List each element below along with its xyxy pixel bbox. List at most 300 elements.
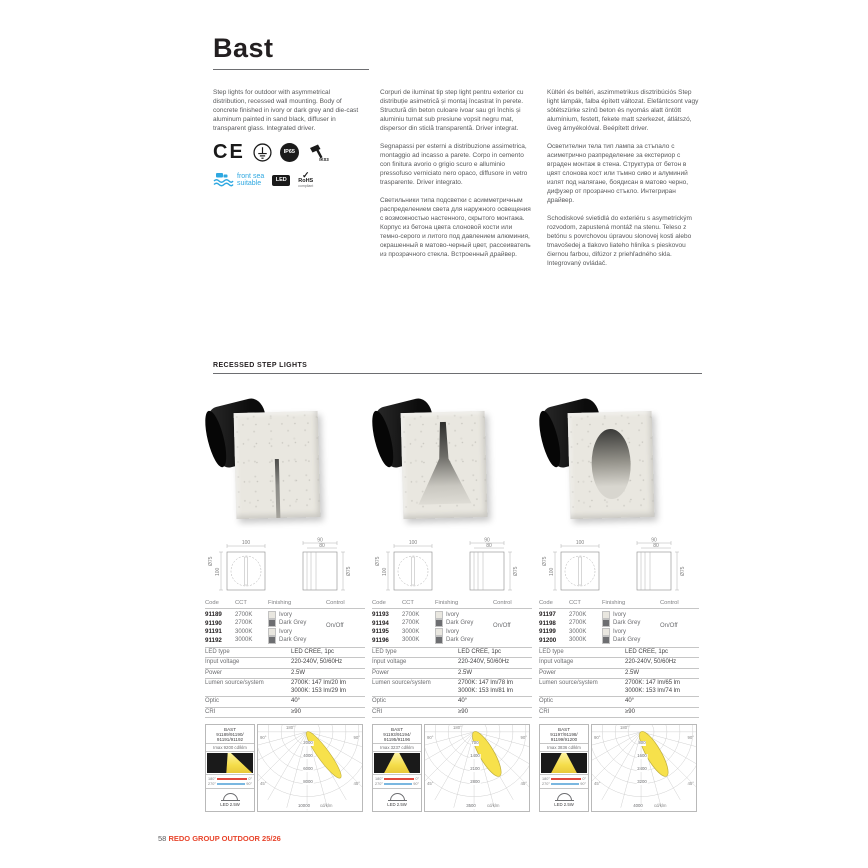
spec-row-voltage	[205, 658, 365, 669]
concrete-faceplate	[234, 411, 321, 519]
table-row	[205, 636, 365, 645]
spec-value: 220-240V, 50/60Hz	[625, 659, 677, 665]
polar-angle-45-left: 45°	[594, 781, 601, 786]
code-rows	[539, 609, 699, 648]
ring-value: 4000	[303, 753, 313, 758]
cct-value: 2700K	[569, 611, 587, 618]
description-sk: Schodiskové svietidlá do exteriéru s asymetrickým rozvodom, zapustená montáž na stenu. Teleso z betónu s povrchovou úpravou slonovej kosti alebo tmavošedej a tlakovo liateho hliníka s pieskovou čiernou farbou, difúzor z priehľadného skla. Integrovaný ovládač.	[547, 215, 692, 267]
spec-table	[205, 600, 365, 718]
imax-value: Imax 3836 cd/klm	[540, 744, 588, 752]
spec-row-optic	[539, 697, 699, 708]
header-finishing: Finishing	[268, 600, 292, 606]
spec-row-lumen	[539, 679, 699, 697]
product-code: 91197	[539, 611, 556, 619]
cct-value: 2700K	[235, 611, 253, 618]
concrete-faceplate	[568, 411, 655, 519]
page-title: Bast	[213, 33, 274, 63]
polar-angle-45-left: 45°	[427, 781, 434, 786]
dim-front-width: 100	[241, 540, 251, 546]
product-code: 91199	[539, 628, 556, 636]
section-header: RECESSED STEP LIGHTS	[213, 362, 308, 369]
lumen-3000k: 3000K: 153 lm/74 lm	[625, 687, 681, 694]
finish-label: Ivory	[613, 628, 627, 635]
light-recess	[414, 421, 474, 505]
photometry-product-name: BAST	[391, 726, 403, 732]
description-ru: Светильники типа подсветки с асимметричным распределением света для наружного освещения с возможностью настенного, скрытого монтажа. Корпус из бетона цвета слоновой кости или темно-серого и литого под давлением алюминия, окрашенный в матово-черный цвет, рассеиватель из прозрачного стекла. Встроенный драйвер.	[380, 197, 531, 258]
header-finishing: Finishing	[435, 600, 459, 606]
lamp-info	[206, 789, 254, 811]
section-divider	[213, 373, 702, 374]
spec-table	[539, 600, 699, 718]
ring-value: 1400	[470, 753, 480, 758]
finishing-cell	[435, 628, 459, 636]
description-it: Segnapassi per esterni a distribuzione assimetrica, montaggio ad incasso a parete. Corpo in cemento con finitura avorio o grigio scuro e alluminio pressofuso verniciato nero opaco, diffusore in vetro trasparente. Driver integrato.	[380, 143, 528, 186]
ring-value: 3200	[637, 779, 647, 784]
legend-angle: 90°	[580, 781, 586, 786]
header-code: Code	[372, 600, 386, 606]
description-column-3	[547, 88, 699, 277]
ring-value: 2800	[470, 779, 480, 784]
dim-front-height: 100	[215, 567, 221, 576]
cct-value: 2700K	[402, 620, 420, 627]
finish-swatch	[435, 636, 443, 644]
polar-unit: cd/klm	[487, 803, 500, 808]
table-row	[372, 628, 532, 637]
finishing-cell	[268, 611, 292, 619]
ring-value: 2000	[303, 740, 313, 745]
dim-front-height: 100	[382, 567, 388, 576]
finish-swatch	[602, 628, 610, 636]
finishing-cell	[602, 636, 640, 644]
photometry-codes-1: 91193/91194/	[383, 731, 411, 737]
legend-angle: 0°	[248, 776, 252, 781]
spec-value	[458, 680, 532, 695]
cct-value: 2700K	[402, 611, 420, 618]
legend-angle: 180°	[375, 776, 383, 781]
ring-value: 8000	[303, 779, 313, 784]
header-finishing: Finishing	[602, 600, 626, 606]
front-sea-suitable-label	[237, 173, 264, 187]
spec-table	[372, 600, 532, 718]
rohs-label: RoHS	[298, 178, 314, 184]
spec-row-cri	[539, 708, 699, 719]
certification-row-2	[213, 171, 365, 189]
spec-label: CRI	[539, 708, 550, 715]
description-hu: Kültéri és beltéri, aszimmetrikus disztribúciós Step light lámpák, falba épített változat. Elefántcsont vagy sötétszürke színű beton és nyomás alatt öntött alumínium, festett, fekete matt szerkezet, átlátszó, üveg árnyékolóval. Beépített driver.	[547, 89, 699, 132]
lamp-dome-icon	[223, 793, 238, 801]
finish-label: Dark Grey	[446, 620, 474, 627]
polar-angle-45-right: 45°	[353, 781, 360, 786]
spec-value	[625, 680, 699, 695]
imax-value: Imax 9200 cd/klm	[206, 744, 254, 752]
cct-value: 3000K	[569, 637, 587, 644]
ring-value: 700	[471, 740, 479, 745]
spec-row-power	[372, 669, 532, 680]
spec-value: 2.5W	[291, 669, 306, 676]
spec-value: ≥90	[625, 708, 635, 715]
legend-angle: 270°	[208, 781, 216, 786]
product-photo	[372, 386, 532, 536]
c90-plane-line	[217, 783, 244, 785]
finish-label: Ivory	[446, 611, 460, 618]
lumen-2700k: 2700K: 147 lm/20 lm	[291, 680, 347, 686]
polar-angle-90-right: 90°	[353, 735, 360, 740]
legend-row-c90	[208, 782, 252, 787]
spec-row-voltage	[539, 658, 699, 669]
spec-label: Optic	[372, 698, 387, 704]
beam-preview	[541, 753, 587, 773]
plane-legend	[540, 774, 588, 789]
spec-label: Power	[539, 669, 557, 676]
photometry-head	[540, 725, 588, 744]
spec-label: Input voltage	[205, 659, 240, 665]
photometry-info-box	[539, 724, 589, 812]
cct-value: 2700K	[235, 620, 253, 627]
ring-value: 2100	[470, 766, 480, 771]
certification-icons	[213, 142, 365, 189]
cct-value: 2700K	[569, 620, 587, 627]
spec-label: Power	[205, 669, 223, 676]
product-photo	[205, 386, 365, 536]
dim-front-width: 100	[575, 540, 585, 546]
spec-label: Lumen source/system	[372, 680, 431, 686]
spec-row-cri	[372, 708, 532, 719]
spec-value: 40°	[625, 698, 635, 704]
header-code: Code	[205, 600, 219, 606]
product-photo	[539, 386, 699, 536]
photometry-codes-2: 91191/91192	[216, 736, 244, 742]
photometry-product-name: BAST	[224, 726, 236, 732]
product-code: 91193	[372, 611, 389, 619]
spec-label: LED type	[372, 648, 397, 655]
dim-front-width: 100	[408, 540, 418, 546]
spec-value	[291, 680, 365, 695]
rohs-compliant-label: compliant	[298, 184, 314, 188]
spec-table-header	[205, 600, 365, 609]
lamp-wattage: LED 2.5W	[387, 802, 407, 808]
lamp-wattage: LED 2.5W	[220, 802, 240, 808]
lumen-2700k: 2700K: 147 lm/65 lm	[625, 680, 681, 686]
photometric-diagram	[205, 724, 365, 812]
concrete-faceplate	[401, 411, 488, 519]
legend-angle: 180°	[208, 776, 216, 781]
table-row	[539, 611, 699, 620]
polar-angle-90-left: 90°	[594, 735, 601, 740]
finishing-cell	[435, 611, 459, 619]
polar-curve	[424, 724, 530, 812]
product-code: 91200	[539, 636, 557, 644]
lumen-2700k: 2700K: 147 lm/78 lm	[458, 680, 514, 686]
lumen-3000k: 3000K: 153 lm/81 lm	[458, 687, 514, 694]
finish-swatch	[602, 611, 610, 619]
page-number: 58	[158, 834, 167, 843]
product-column	[372, 386, 532, 812]
c0-plane-line	[217, 778, 247, 780]
cct-value: 3000K	[235, 628, 253, 635]
finishing-cell	[435, 636, 473, 644]
polar-angle-90-left: 90°	[260, 735, 267, 740]
dim-side-diameter: Ø75	[346, 566, 352, 576]
description-column-2	[380, 88, 532, 277]
description-column-1	[213, 88, 365, 277]
product-code: 91196	[372, 636, 389, 644]
ik03-hammer-icon	[307, 142, 327, 162]
polar-angle-45-right: 45°	[520, 781, 527, 786]
ring-max-value: 3500	[466, 803, 476, 808]
lumen-3000k: 3000K: 153 lm/29 lm	[291, 687, 347, 694]
spec-value: 220-240V, 50/60Hz	[291, 659, 343, 665]
photometric-diagram	[539, 724, 699, 812]
plane-legend	[206, 774, 254, 789]
polar-unit: cd/klm	[654, 803, 667, 808]
photometry-codes-2: 91199/91200	[550, 736, 578, 742]
spec-label: LED type	[205, 648, 230, 655]
finish-swatch	[602, 636, 610, 644]
finishing-cell	[268, 619, 306, 627]
description-en: Step lights for outdoor with asymmetrical distribution, recessed wall mounting. Body of concrete finished in ivory or dark grey and die-cast aluminum painted in sand black, diffuser in transparent glass. Integrated driver.	[213, 89, 359, 132]
certification-row-1	[213, 142, 365, 162]
legend-angle: 180°	[542, 776, 550, 781]
ce-mark-icon: CE	[213, 141, 245, 163]
dim-front-diameter: Ø75	[208, 556, 214, 566]
lamp-info	[373, 789, 421, 811]
dimension-drawing	[205, 536, 365, 596]
legend-angle: 0°	[415, 776, 419, 781]
spec-row-optic	[205, 697, 365, 708]
header-cct: CCT	[402, 600, 414, 606]
code-rows	[372, 609, 532, 648]
beam-preview	[374, 753, 420, 773]
finishing-cell	[268, 636, 306, 644]
product-column	[539, 386, 699, 812]
spec-row-optic	[372, 697, 532, 708]
dim-side-width: 90	[651, 537, 657, 544]
beam-preview	[207, 753, 253, 773]
control-value: On/Off	[660, 622, 678, 629]
header-cct: CCT	[235, 600, 247, 606]
description-ro: Corpuri de iluminat tip step light pentru exterior cu distribuție asimetrică și montaj încastrat în perete. Structură din beton culoare ivoar sau gri închis și aluminiu turnat sub presiune vopsit negru mat, dispersor din sticlă transparentă. Driver integrat.	[380, 89, 524, 132]
spec-row-power	[539, 669, 699, 680]
finish-swatch	[435, 619, 443, 627]
finishing-cell	[435, 619, 473, 627]
sea-waves-icon	[213, 172, 234, 188]
cct-value: 3000K	[402, 637, 420, 644]
photometry-info-box	[372, 724, 422, 812]
legend-angle: 270°	[375, 781, 383, 786]
polar-angle-90-left: 90°	[427, 735, 434, 740]
title-divider	[213, 69, 369, 70]
spec-value: LED CREE, 1pc	[291, 648, 335, 655]
dim-side-diameter: Ø75	[513, 566, 519, 576]
front-sea-line2: suitable	[237, 180, 262, 187]
dim-side-depth: 80	[653, 543, 659, 549]
spec-value: 40°	[458, 698, 468, 704]
dimension-drawing	[372, 536, 532, 596]
finish-swatch	[435, 628, 443, 636]
finish-swatch	[268, 628, 276, 636]
legend-row-c90	[375, 782, 419, 787]
polar-curve	[591, 724, 697, 812]
polar-angle-45-left: 45°	[260, 781, 267, 786]
photometry-codes-1: 91197/91198/	[550, 731, 578, 737]
product-code: 91191	[205, 628, 222, 636]
product-code: 91192	[205, 636, 222, 644]
spec-label: Input voltage	[372, 659, 407, 665]
spec-value: 2.5W	[625, 669, 640, 676]
ring-value: 800	[638, 740, 646, 745]
beam-wedge	[374, 753, 420, 773]
polar-angle-180: 180°	[620, 725, 629, 730]
polar-angle-90-right: 90°	[520, 735, 527, 740]
ring-value: 6000	[303, 766, 313, 771]
spec-value: 2.5W	[458, 669, 473, 676]
polar-unit: cd/klm	[320, 803, 333, 808]
front-sea-suitable-badge	[213, 172, 264, 188]
dim-side-depth: 80	[319, 543, 325, 549]
footer-brand: REDO GROUP OUTDOOR 25/26	[168, 834, 281, 843]
spec-label: LED type	[539, 648, 564, 655]
c90-plane-line	[384, 783, 411, 785]
dim-front-diameter: Ø75	[542, 556, 548, 566]
finish-swatch	[435, 611, 443, 619]
finish-swatch	[268, 611, 276, 619]
spec-row-cri	[205, 708, 365, 719]
polar-angle-45-right: 45°	[687, 781, 694, 786]
spec-row-lumen	[372, 679, 532, 697]
ring-value: 2400	[637, 766, 647, 771]
ik03-label: IK03	[319, 157, 329, 162]
table-row	[539, 636, 699, 645]
description-bg: Осветителни тела тип лампа за стъпало с асиметрично разпределение за екстериор с вграден монтаж в стена. Структура от бетон в цвят слонова кост или тъмно сиво и алуминий излят под налягане, боядисан в матово черно, дифузер от прозрачно стъкло. Интегриран драйвер.	[547, 143, 689, 204]
ring-value: 1600	[637, 753, 647, 758]
description-columns	[213, 88, 699, 277]
polar-angle-90-right: 90°	[687, 735, 694, 740]
code-rows	[205, 609, 365, 648]
finish-swatch	[602, 619, 610, 627]
protective-earth-icon	[253, 143, 272, 162]
imax-value: Imax 3237 cd/klm	[373, 744, 421, 752]
cct-value: 3000K	[569, 628, 587, 635]
ip65-icon: IP65	[280, 143, 299, 162]
photometry-head	[373, 725, 421, 744]
spec-label: CRI	[205, 708, 216, 715]
dim-front-diameter: Ø75	[375, 556, 381, 566]
product-code: 91189	[205, 611, 222, 619]
page-footer	[158, 834, 281, 843]
finish-label: Dark Grey	[446, 637, 474, 644]
spec-label: CRI	[372, 708, 383, 715]
header-control: Control	[493, 600, 512, 606]
product-code: 91198	[539, 619, 556, 627]
spec-table-header	[539, 600, 699, 609]
finish-label: Dark Grey	[279, 620, 307, 627]
spec-value: 40°	[291, 698, 301, 704]
legend-angle: 270°	[542, 781, 550, 786]
header-cct: CCT	[569, 600, 581, 606]
table-row	[372, 611, 532, 620]
ring-max-value: 10000	[298, 803, 310, 808]
spec-label: Lumen source/system	[539, 680, 598, 686]
products-row	[205, 386, 699, 812]
polar-angle-180: 180°	[286, 725, 295, 730]
lamp-dome-icon	[390, 793, 405, 801]
finishing-cell	[602, 611, 626, 619]
spec-table-header	[372, 600, 532, 609]
rohs-badge	[298, 171, 313, 189]
finish-label: Ivory	[446, 628, 460, 635]
spec-label: Input voltage	[539, 659, 574, 665]
ring-max-value: 4000	[633, 803, 643, 808]
legend-angle: 0°	[582, 776, 586, 781]
spec-row-voltage	[372, 658, 532, 669]
header-control: Control	[660, 600, 679, 606]
legend-angle: 90°	[246, 781, 252, 786]
cct-value: 3000K	[235, 637, 253, 644]
spec-row-led-type	[372, 648, 532, 659]
legend-row-c90	[542, 782, 586, 787]
c0-plane-line	[384, 778, 414, 780]
beam-wedge	[541, 753, 587, 773]
spec-value: ≥90	[291, 708, 301, 715]
finishing-cell	[268, 628, 292, 636]
spec-value: LED CREE, 1pc	[625, 648, 669, 655]
photometry-info-box	[205, 724, 255, 812]
polar-angle-180: 180°	[453, 725, 462, 730]
product-code: 91190	[205, 619, 222, 627]
photometric-diagram	[372, 724, 532, 812]
finish-swatch	[268, 619, 276, 627]
control-value: On/Off	[326, 622, 344, 629]
check-icon: ✓	[301, 170, 310, 180]
product-code: 91195	[372, 628, 389, 636]
light-recess	[275, 459, 281, 518]
header-code: Code	[539, 600, 553, 606]
spec-row-power	[205, 669, 365, 680]
photometry-head	[206, 725, 254, 744]
table-row	[539, 628, 699, 637]
dim-side-depth: 80	[486, 543, 492, 549]
dim-side-diameter: Ø75	[680, 566, 686, 576]
table-row	[205, 611, 365, 620]
polar-curve	[257, 724, 363, 812]
beam-wedge	[207, 753, 253, 773]
finish-label: Ivory	[613, 611, 627, 618]
led-badge-icon: LED	[272, 175, 290, 186]
table-row	[372, 636, 532, 645]
product-column	[205, 386, 365, 812]
finish-swatch	[268, 636, 276, 644]
header-control: Control	[326, 600, 345, 606]
photometry-codes-2: 91195/91196	[383, 736, 411, 742]
table-row	[205, 628, 365, 637]
finish-label: Ivory	[279, 611, 293, 618]
dim-front-height: 100	[549, 567, 555, 576]
spec-value: 220-240V, 50/60Hz	[458, 659, 510, 665]
finishing-cell	[602, 619, 640, 627]
spec-row-lumen	[205, 679, 365, 697]
legend-angle: 90°	[413, 781, 419, 786]
finish-label: Dark Grey	[613, 620, 641, 627]
spec-row-led-type	[539, 648, 699, 659]
photometry-codes-1: 91189/91190/	[216, 731, 244, 737]
light-recess	[591, 428, 631, 499]
dim-side-width: 90	[484, 537, 490, 544]
control-value: On/Off	[493, 622, 511, 629]
dim-side-width: 90	[317, 537, 323, 544]
photometry-product-name: BAST	[558, 726, 570, 732]
c90-plane-line	[551, 783, 578, 785]
lamp-wattage: LED 2.5W	[554, 802, 574, 808]
